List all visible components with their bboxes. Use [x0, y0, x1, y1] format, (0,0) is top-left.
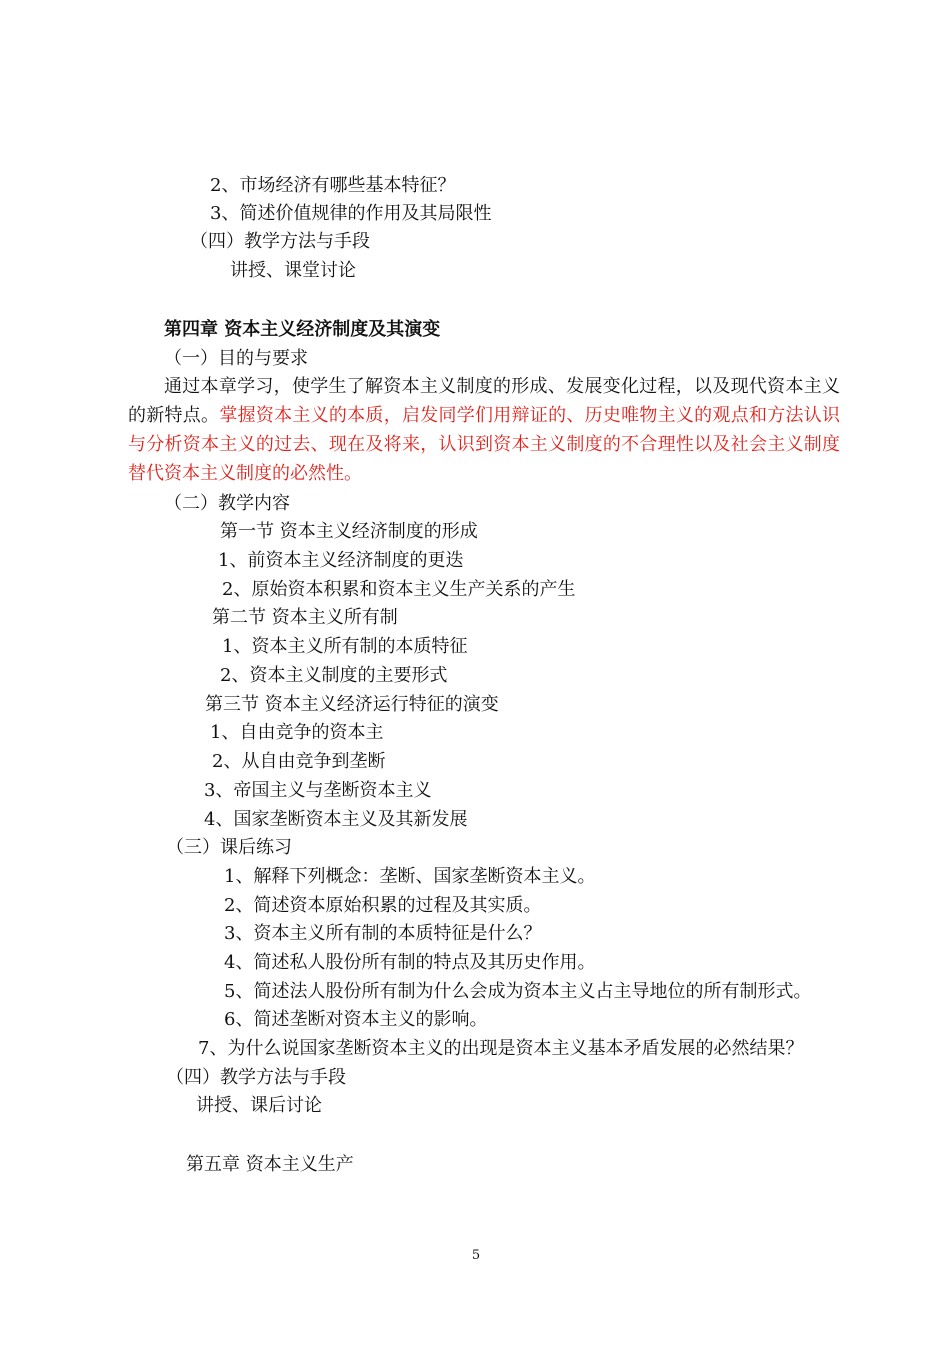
section3-title: 第三节 资本主义经济运行特征的演变 [205, 694, 499, 715]
prev-method-text: 讲授、课堂讨论 [230, 260, 356, 281]
section2-title: 第二节 资本主义所有制 [212, 607, 398, 628]
exercise-heading: （三）课后练习 [166, 837, 292, 858]
goal-paragraph [128, 372, 840, 488]
prev-method-heading: （四）教学方法与手段 [190, 231, 370, 252]
section1-title: 第一节 资本主义经济制度的形成 [220, 521, 478, 542]
content-heading: （二）教学内容 [164, 493, 290, 514]
section3-item4: 4、国家垄断资本主义及其新发展 [204, 809, 468, 830]
method-heading: （四）教学方法与手段 [166, 1067, 346, 1088]
prev-question-3: 3、简述价值规律的作用及其局限性 [210, 203, 492, 224]
method-text: 讲授、课后讨论 [196, 1095, 322, 1116]
goal-text-plain: 通过本章学习，使学生了解资本主义制度的形成、发展变化过程，以及现代资本主义的新特点。 [128, 376, 840, 426]
chapter4-title: 第四章 资本主义经济制度及其演变 [164, 319, 441, 340]
section3-item2: 2、从自由竞争到垄断 [212, 751, 386, 772]
section3-item3: 3、帝国主义与垄断资本主义 [204, 780, 432, 801]
page-number: 5 [471, 1248, 481, 1263]
prev-question-2: 2、市场经济有哪些基本特征？ [210, 175, 456, 196]
section1-item2: 2、原始资本积累和资本主义生产关系的产生 [222, 579, 576, 600]
goal-text-highlight: 掌握资本主义的本质，启发同学们用辩证的、历史唯物主义的观点和方法认识与分析资本主义的过去、现在及将来，认识到资本主义制度的不合理性以及社会主义制度替代资本主义制度的必然性。 [128, 405, 841, 484]
chapter5-title: 第五章 资本主义生产 [186, 1154, 354, 1175]
exercise-4: 4、简述私人股份所有制的特点及其历史作用。 [224, 952, 596, 973]
section1-item1: 1、前资本主义经济制度的更迭 [218, 550, 464, 571]
exercise-7: 7、为什么说国家垄断资本主义的出现是资本主义基本矛盾发展的必然结果？ [198, 1038, 804, 1059]
exercise-5: 5、简述法人股份所有制为什么会成为资本主义占主导地位的所有制形式。 [224, 981, 812, 1002]
exercise-3: 3、资本主义所有制的本质特征是什么？ [224, 923, 542, 944]
exercise-6: 6、简述垄断对资本主义的影响。 [224, 1009, 488, 1030]
goal-heading: （一）目的与要求 [164, 348, 308, 369]
section3-item1: 1、自由竞争的资本主 [210, 722, 384, 743]
section2-item2: 2、资本主义制度的主要形式 [220, 665, 448, 686]
section2-item1: 1、资本主义所有制的本质特征 [222, 636, 468, 657]
exercise-2: 2、简述资本原始积累的过程及其实质。 [224, 895, 542, 916]
exercise-1: 1、解释下列概念：垄断、国家垄断资本主义。 [224, 866, 596, 887]
